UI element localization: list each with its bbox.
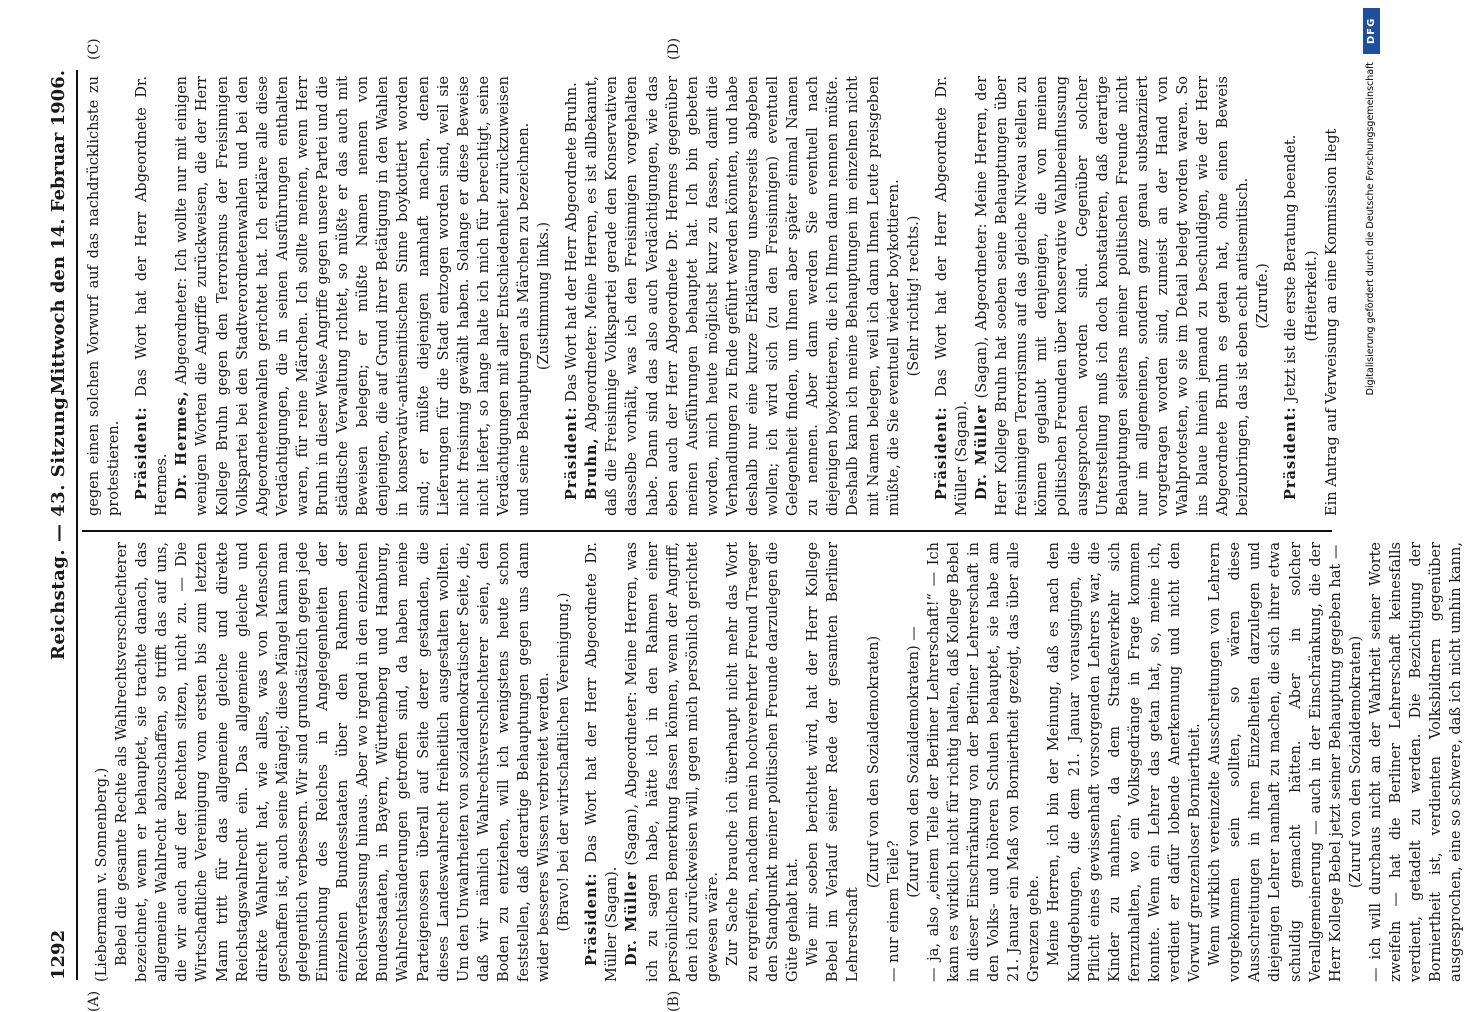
right-column: [84, 76, 1342, 516]
continued-speaker: (Liebermann v. Sonnenberg.): [94, 767, 110, 982]
speaker-name: Präsident:: [133, 406, 151, 500]
paragraph-text: gegen einen solchen Vorwurf auf das nachdrücklichste zu protestieren.: [86, 76, 123, 516]
interjection: (Sehr richtig! rechts.): [905, 215, 922, 377]
speaker-name: Bruhn,: [583, 437, 601, 500]
president-statement: [562, 76, 582, 516]
paragraph-text: Abgeordneter: Ich wollte nur mit einigen wenigen Worten die Angriffe zurückweisen, die der Herr Kollege Bruhn gegen den Terrorismus der Freisinnigen Volkspartei bei den Stadtverordnetenwahlen und bei den Abgeordnetenwahlen gerichtet hat. Ich erkläre alle diese Verdächtigungen, die in seinen Ausführungen enthalten waren, für reine Märchen. Ich sollte meinen, wenn Herr Bruhn in dieser Weise Angriffe gegen unsere Partei und die städtische Verwaltung richtet, so müßte er das auch mit Beweisen belegen; er müßte Namen nennen von denjenigen, die auf Grund ihrer Betätigung in den Wahlen in konservativ-antisemitischem Sinne boykottiert worden sind; er müßte diejenigen namhaft machen, denen Lieferungen für die Stadt entzogen worden sind, weil sie nicht freisinnig gewählt haben. Solange er diese Beweise nicht liefert, so lange halte ich mich für berechtigt, seine Verdächtigungen mit aller Entschiedenheit zurückzuweisen und seine Behauptungen als Märchen zu bezeichnen.: [174, 76, 532, 516]
speaker-name: Präsident:: [1282, 406, 1300, 500]
speech-paragraph: [172, 76, 534, 516]
paragraph-text: — ich will durchaus nicht an der Wahrheit seiner Worte zweifeln — hat die Berliner Lehrerschaft keinesfalls verdient, getadelt zu werden. Die Bezichtigung der Borniertheit ist, verdienten Volksbildnern gegenüber ausgesprochen, eine so schwere, daß ich nicht umhin kann,: [1367, 542, 1465, 982]
paragraph-text: Bebel die gesamte Rechte als Wahlrechtsverschlechterer bezeichnet, wenn er behauptet, sie trachte danach, das allgemeine Wahlrecht abzuschaffen, so trifft das auf uns, die wir auch auf der Rechten sitzen, nicht zu. — Die Wirtschaftliche Vereinigung vom ersten bis zum letzten Mann tritt für das allgemeine gleiche und direkte Reichstagswahlrecht ein. Das allgemeine gleiche und direkte Wahlrecht hat, wie alles, was von Menschen geschaffen ist, auch seine Mängel; diese Mängel kann man gelegentlich verbessern. Wir sind grundsätzlich gegen jede Einmischung des Reiches in Angelegenheiten der einzelnen Bundesstaaten über den Rahmen der Reichsverfassung hinaus. Aber wo irgend in den einzelnen Bundesstaaten, in Bayern, Württemberg und Hamburg, Wahlrechtsänderungen getroffen sind, da haben meine Parteigenossen überall auf Seite derer gestanden, die dieses Landeswahlrecht freiheitlich ausgestalten wollten. Um den Unwahrheiten von sozialdemokratischer Seite, die, daß wir nämlich Wahlrechtsverschlechterer seien, den Boden zu entziehen, will ich wenigstens heute schon feststellen, daß derartige Behauptungen gegen uns dann wider besseres Wissen verbreitet werden.: [114, 542, 553, 982]
speaker-name: Präsident:: [583, 872, 601, 966]
paragraph-text: Wenn wirklich vereinzelte Ausschreitungen von Lehrern vorgekommen sein sollten, so wären diese Ausschreitungen in ihren Einzelheiten darzulegen und diejenigen Lehrer namhaft zu machen, die sich ihrer etwa schuldig gemacht hätten. Aber in solcher Verallgemeinerung — auch in der Einschränkung, die der Herr Kollege Bebel jetzt seiner Behauptung gegeben hat —: [1207, 542, 1344, 982]
speaker-name: Dr. Müller: [973, 404, 991, 500]
president-statement: [932, 76, 972, 516]
left-column: [84, 542, 1466, 982]
paragraph-text: Das Wort hat der Herr Abgeordnete Dr. Müller (Sagan).: [584, 542, 621, 982]
paragraph-text: (Sagan), Abgeordneter: Meine Herren, was ich zu sagen habe, hätte ich in den Rahmen einer persönlichen Bemerkung fassen können, wenn der Angriff, den ich zurückweisen will, gegen mich persönlich gerichtet gewesen wäre.: [624, 542, 721, 982]
paragraph-text: Das Wort hat der Herr Abgeordnete Dr. Hermes.: [134, 76, 171, 516]
president-statement: [582, 542, 622, 982]
paragraph-text: (Sagan), Abgeordneter: Meine Herren, der Herr Kollege Bruhn hat soeben seine Behauptungen über freisinnigen Terrorismus auf das gleiche Niveau stellen zu können geglaubt mit denjenigen, die von meinen politischen Freunden über konservative Wahlbeeinflussung ausgesprochen worden sind. Gegenüber solcher Unterstellung muß ich doch konstatieren, daß derartige Behauptungen seitens meiner politischen Freunde nicht nur im allgemeinen, sondern ganz genau substanziiert vorgetragen worden sind, zumeist an der Hand von Wahlprotesten, wo sie im Detail belegt worden waren. So ins blaue hinein jemand zu beschuldigen, wie der Herr Abgeordnete Bruhn es getan hat, ohne einen Beweis beizubringen, das ist eben echt antisemitisch.: [974, 75, 1252, 516]
interjection: (Zuruf von den Sozialdemokraten) —: [905, 626, 922, 898]
speaker-name: Dr. Hermes,: [173, 390, 191, 500]
session-date: Mittwoch den 14. Februar 1906.: [48, 70, 69, 395]
margin-marker-d: (D): [666, 37, 682, 60]
dfg-logo: DFG: [1363, 8, 1380, 54]
dfg-credit: [1362, 8, 1382, 748]
paragraph-text: Jetzt ist die erste Beratung beendet.: [1283, 134, 1300, 402]
paragraph-text: Ein Antrag auf Verweisung an eine Kommission liegt: [1323, 128, 1340, 516]
speech-paragraph: [622, 542, 722, 982]
president-statement: [1281, 76, 1301, 516]
speech-paragraph: [803, 542, 863, 982]
paragraph-text: Das Wort hat der Herr Abgeordnete Bruhn.: [564, 82, 581, 402]
interjection: (Zuruf von den Sozialdemokraten): [865, 635, 882, 889]
speech-paragraph: [884, 542, 904, 982]
session-title: Reichstag. — 43. Sitzung.: [48, 389, 69, 661]
interjection: (Zustimmung links.): [536, 221, 553, 371]
margin-marker-a: (A): [86, 990, 102, 1012]
margin-marker-c: (C): [86, 38, 102, 60]
speech-paragraph: [1322, 76, 1342, 516]
interjection: (Zuruf von den Sozialdemokraten): [1347, 635, 1364, 889]
paragraph-text: Zur Sache brauche ich überhaupt nicht mehr das Wort zu ergreifen, nachdem mein hochverehrter Freund Traeger den Standpunkt meiner politischen Freunde darzulegen die Güte gehabt hat.: [724, 542, 802, 982]
president-statement: [132, 76, 172, 516]
paragraph-text: Abgeordneter: Meine Herren, es ist allbekannt, daß die Freisinnige Volkspartei gerade den Konservativen dasselbe vorhält, was ich den Freisinnigen vorgehalten habe. Dann sind das also auch Verdächtigungen, wie das eben auch der Herr Abgeordnete Dr. Hermes gegenüber meinen Ausführungen behauptet hat. Ich bin gebeten worden, mich heute möglichst kurz zu fassen, damit die Verhandlungen zu Ende geführt werden könnten, und habe deshalb nur eine kurze Erklärung unsererseits abgeben wollen; ich wird sich (zu den Freisinnigen) eventuell Gelegenheit finden, um Ihnen aber später einmal Namen zu nennen. Aber dann werden Sie eventuell nach diejenigen boykottieren, die ich Ihnen dann nennen müßte. Deshalb kann ich meine Behauptungen im einzelnen nicht mit Namen belegen, weil ich dann Ihnen Leute preisgeben müßte, die Sie eventuell wieder boykottieren.: [584, 75, 902, 516]
paragraph-text: — nur einem Teile?: [885, 840, 902, 982]
speech-paragraph: [84, 76, 124, 516]
speaker-name: Dr. Müller: [623, 871, 641, 966]
paragraph-text: Meine Herren, ich bin der Meinung, daß es nach den Kundgebungen, die dem 21. Januar vorausgingen, die Pflicht eines gewissenhaft vorsorgenden Lehrers war, die Kinder zu mahnen, da dem Straßenverkehr sich fernzuhalten, wo ein Volksgedränge in Frage kommen konnte. Wenn ein Lehrer das getan hat, so, meine ich, verdient er dafür lobende Anerkennung und nicht den Vorwurf grenzenloser Borniertheit.: [1046, 542, 1204, 982]
dfg-credit-text: Digitalisierung gefördert durch die Deutsche Forschungsgemeinschaft: [1365, 62, 1376, 396]
speech-paragraph: [1205, 542, 1346, 982]
speech-paragraph: [582, 76, 904, 516]
speech-paragraph: [112, 542, 554, 982]
interjection: (Heiterkeit.): [1303, 250, 1320, 342]
paragraph-text: Wie mir soeben berichtet wird, hat der Herr Kollege Bebel im Verlauf seiner Rede der gesamten Berliner Lehrerschaft: [805, 542, 862, 982]
speech-paragraph: [924, 542, 1045, 982]
column-rule: [82, 530, 1332, 532]
interjection: (Bravo! bei der wirtschaftlichen Vereinigung.): [556, 592, 573, 932]
paragraph-text: Das Wort hat der Herr Abgeordnete Dr. Müller (Sagan).: [933, 76, 970, 516]
speaker-name: Präsident:: [563, 406, 581, 500]
page-header: [46, 70, 74, 980]
header-rule: [76, 70, 78, 980]
paragraph-text: — ja, also „einem Teile der Berliner Lehrerschaft!“ — Ich kann es wirklich nicht für richtig halten, daß Kollege Bebel in dieser Einschränkung von der Berliner Lehrerschaft in den Volks- und höheren Schulen behauptet, sie habe am 21. Januar ein Maß von Borniertheit gezeigt, das über alle Grenzen gehe.: [925, 542, 1043, 982]
page-number: 1292: [48, 929, 69, 980]
interjection: (Zurufe.): [1255, 263, 1272, 329]
speech-paragraph: [972, 76, 1253, 516]
margin-marker-b: (B): [666, 990, 682, 1012]
speaker-name: Präsident:: [932, 406, 950, 500]
speech-paragraph: [723, 542, 803, 982]
speech-paragraph: [1044, 542, 1205, 982]
